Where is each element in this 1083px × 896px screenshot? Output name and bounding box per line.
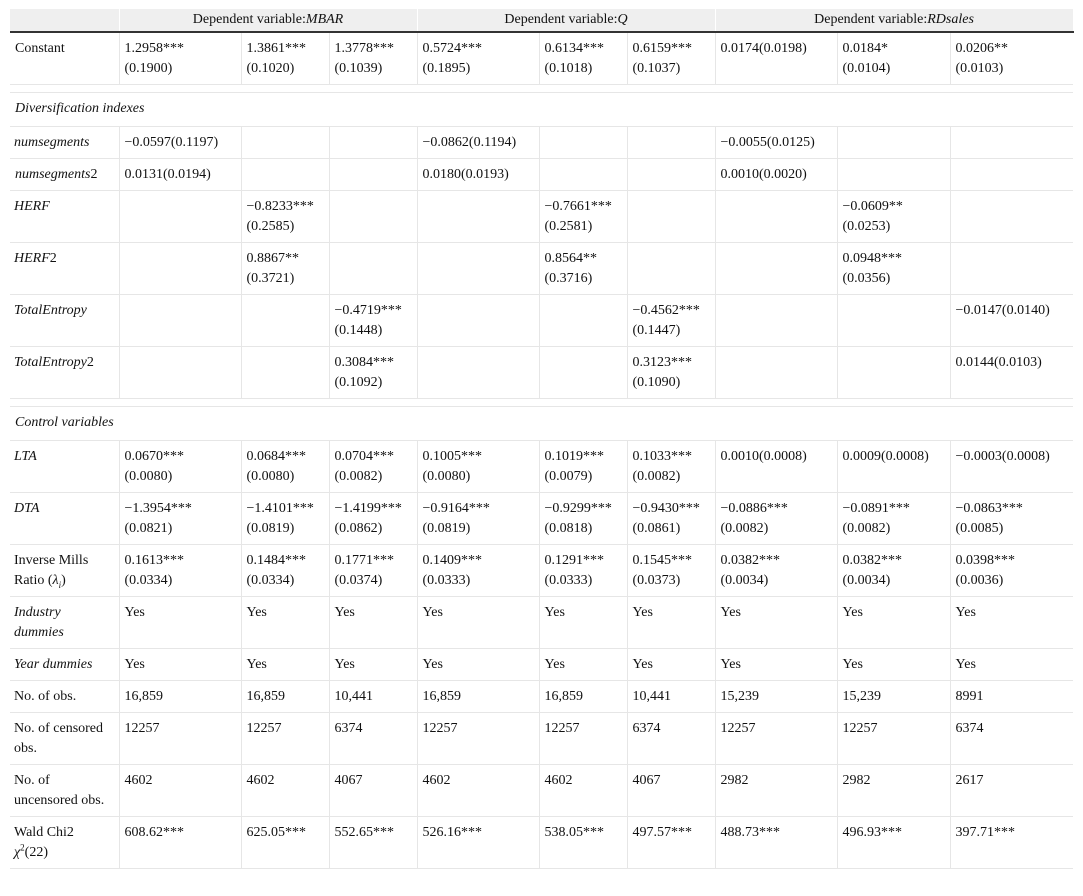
table-cell: 12257 — [119, 713, 241, 765]
table-cell: 0.0398*** (0.0036) — [950, 545, 1073, 597]
table-cell — [715, 191, 837, 243]
table-cell: 0.0174(0.0198) — [715, 32, 837, 85]
table-cell: 1.3861*** (0.1020) — [241, 32, 329, 85]
row-label: LTA — [10, 441, 119, 493]
table-cell: 12257 — [417, 713, 539, 765]
table-cell: 0.0382*** (0.0034) — [715, 545, 837, 597]
header-blank — [10, 9, 119, 32]
row-label-part: TotalEntropy — [14, 355, 87, 370]
table-cell — [539, 159, 627, 191]
table-cell: −0.4719*** (0.1448) — [329, 295, 417, 347]
table-cell: 0.0144(0.0103) — [950, 347, 1073, 399]
table-cell: 10,441 — [627, 681, 715, 713]
header-label: Dependent variable: — [192, 12, 306, 27]
table-cell: −0.0147(0.0140) — [950, 295, 1073, 347]
row-label — [10, 159, 119, 191]
table-cell: 0.0206** (0.0103) — [950, 32, 1073, 85]
table-cell: 0.0010(0.0008) — [715, 441, 837, 493]
table-cell: Yes — [241, 649, 329, 681]
table-cell: −0.0597(0.1197) — [119, 127, 241, 159]
row-label: numsegments — [10, 127, 119, 159]
table-cell: 1.3778*** (0.1039) — [329, 32, 417, 85]
table-cell: 0.1771*** (0.0374) — [329, 545, 417, 597]
table-cell — [837, 347, 950, 399]
row-label: TotalEntropy — [10, 295, 119, 347]
header-var: MBAR — [305, 12, 344, 27]
table-cell — [417, 295, 539, 347]
row-num-obs — [10, 681, 1073, 713]
table-cell: Yes — [950, 649, 1073, 681]
table-cell: 10,441 — [329, 681, 417, 713]
table-cell: 397.71*** — [950, 817, 1073, 869]
table-cell: Yes — [417, 649, 539, 681]
row-label — [10, 347, 119, 399]
table-cell: 2617 — [950, 765, 1073, 817]
table-cell: 12257 — [837, 713, 950, 765]
row-numsegments2 — [10, 159, 1073, 191]
table-cell: 0.1613*** (0.0334) — [119, 545, 241, 597]
header-row — [10, 9, 1073, 32]
table-cell — [539, 127, 627, 159]
table-cell: 0.0670*** (0.0080) — [119, 441, 241, 493]
table-cell: 8991 — [950, 681, 1073, 713]
row-label: Constant — [10, 32, 119, 85]
row-herf — [10, 191, 1073, 243]
table-cell: 0.1019*** (0.0079) — [539, 441, 627, 493]
table-cell: 0.0184* (0.0104) — [837, 32, 950, 85]
row-label: No. of uncensored obs. — [10, 765, 119, 817]
table-cell — [627, 159, 715, 191]
table-cell: Yes — [950, 597, 1073, 649]
spacer-row — [10, 85, 1073, 93]
table-cell: 497.57*** — [627, 817, 715, 869]
table-cell: 15,239 — [715, 681, 837, 713]
table-cell: Yes — [715, 649, 837, 681]
table-cell: −0.0886*** (0.0082) — [715, 493, 837, 545]
row-constant — [10, 32, 1073, 85]
table-cell: 0.3123*** (0.1090) — [627, 347, 715, 399]
table-cell: −0.9164*** (0.0819) — [417, 493, 539, 545]
table-cell: Yes — [539, 597, 627, 649]
table-cell — [241, 347, 329, 399]
table-cell — [715, 295, 837, 347]
table-cell — [119, 191, 241, 243]
table-cell — [241, 127, 329, 159]
table-cell — [329, 191, 417, 243]
table-cell — [539, 295, 627, 347]
table-cell: Yes — [837, 597, 950, 649]
row-label: No. of censored obs. — [10, 713, 119, 765]
header-label: Dependent variable: — [814, 12, 928, 27]
table-cell: −0.0891*** (0.0082) — [837, 493, 950, 545]
table-cell: 12257 — [539, 713, 627, 765]
table-cell: Yes — [241, 597, 329, 649]
row-label — [10, 545, 119, 597]
table-cell: 0.0704*** (0.0082) — [329, 441, 417, 493]
table-cell — [241, 295, 329, 347]
table-cell: −0.0863*** (0.0085) — [950, 493, 1073, 545]
table-cell: 0.0684*** (0.0080) — [241, 441, 329, 493]
row-numsegments — [10, 127, 1073, 159]
table-cell: 4602 — [119, 765, 241, 817]
table-cell — [329, 159, 417, 191]
table-cell: −0.8233*** (0.2585) — [241, 191, 329, 243]
row-label: DTA — [10, 493, 119, 545]
table-cell: 0.1005*** (0.0080) — [417, 441, 539, 493]
table-cell — [119, 347, 241, 399]
table-cell: 12257 — [241, 713, 329, 765]
table-cell: 6374 — [627, 713, 715, 765]
row-label-part: (22) — [24, 845, 48, 860]
table-cell — [119, 295, 241, 347]
table-cell: Yes — [837, 649, 950, 681]
table-cell: 1.2958*** (0.1900) — [119, 32, 241, 85]
row-label-part: numsegments — [15, 167, 91, 182]
table-cell — [539, 347, 627, 399]
table-cell: 488.73*** — [715, 817, 837, 869]
table-cell: 2982 — [837, 765, 950, 817]
table-cell: −0.0055(0.0125) — [715, 127, 837, 159]
table-cell — [837, 159, 950, 191]
table-cell: 0.8867** (0.3721) — [241, 243, 329, 295]
table-cell — [950, 191, 1073, 243]
row-label — [10, 817, 119, 869]
table-cell: 0.6134*** (0.1018) — [539, 32, 627, 85]
table-cell: 0.0010(0.0020) — [715, 159, 837, 191]
table-cell: 0.0009(0.0008) — [837, 441, 950, 493]
spacer-cell — [10, 85, 1073, 93]
table-cell: −1.4101*** (0.0819) — [241, 493, 329, 545]
table-cell: −0.0862(0.1194) — [417, 127, 539, 159]
row-censored-obs — [10, 713, 1073, 765]
row-inverse-mills — [10, 545, 1073, 597]
section-control — [10, 407, 1073, 441]
regression-table-container — [10, 9, 1073, 869]
table-cell — [627, 243, 715, 295]
table-cell: 0.1484*** (0.0334) — [241, 545, 329, 597]
table-cell: 0.1545*** (0.0373) — [627, 545, 715, 597]
row-total-entropy2 — [10, 347, 1073, 399]
row-label-sup: 2 — [20, 842, 25, 853]
table-cell — [627, 191, 715, 243]
table-cell: Yes — [417, 597, 539, 649]
table-cell — [241, 159, 329, 191]
table-cell: −1.4199*** (0.0862) — [329, 493, 417, 545]
table-cell: 538.05*** — [539, 817, 627, 869]
table-cell: 6374 — [950, 713, 1073, 765]
header-var: Q — [617, 12, 628, 27]
regression-table — [10, 9, 1074, 869]
table-cell: 0.0948*** (0.0356) — [837, 243, 950, 295]
table-cell: Yes — [715, 597, 837, 649]
table-cell: 16,859 — [539, 681, 627, 713]
row-label — [10, 243, 119, 295]
table-cell: 0.0131(0.0194) — [119, 159, 241, 191]
table-cell: −0.9299*** (0.0818) — [539, 493, 627, 545]
table-cell — [950, 243, 1073, 295]
table-cell — [417, 347, 539, 399]
table-cell: 496.93*** — [837, 817, 950, 869]
table-cell: 0.3084*** (0.1092) — [329, 347, 417, 399]
row-label-sub: i — [58, 579, 62, 590]
table-cell: Yes — [627, 597, 715, 649]
table-cell — [837, 295, 950, 347]
table-cell: 526.16*** — [417, 817, 539, 869]
table-cell — [119, 243, 241, 295]
header-group-q — [417, 9, 715, 32]
table-cell: 16,859 — [119, 681, 241, 713]
row-label-part: ) — [61, 573, 66, 588]
table-cell: 0.6159*** (0.1037) — [627, 32, 715, 85]
table-cell: 4602 — [417, 765, 539, 817]
table-cell: −0.0609** (0.0253) — [837, 191, 950, 243]
row-label-part: HERF — [14, 251, 50, 266]
row-total-entropy — [10, 295, 1073, 347]
spacer-cell — [10, 399, 1073, 407]
row-label-part: Wald Chi2 — [14, 825, 74, 840]
row-label-part: Inverse Mills Ratio ( — [14, 553, 89, 588]
table-cell: 552.65*** — [329, 817, 417, 869]
row-label: Year dummies — [10, 649, 119, 681]
table-cell — [329, 243, 417, 295]
table-cell: 4602 — [241, 765, 329, 817]
table-cell — [715, 243, 837, 295]
table-cell — [950, 159, 1073, 191]
row-uncensored-obs — [10, 765, 1073, 817]
row-herf2 — [10, 243, 1073, 295]
table-cell: 2982 — [715, 765, 837, 817]
table-cell: 4067 — [329, 765, 417, 817]
table-cell: −0.7661*** (0.2581) — [539, 191, 627, 243]
row-label-part: 2 — [90, 167, 98, 182]
lambda-symbol: λ — [52, 573, 59, 588]
table-cell: 15,239 — [837, 681, 950, 713]
table-cell: −1.3954*** (0.0821) — [119, 493, 241, 545]
table-cell: 0.1291*** (0.0333) — [539, 545, 627, 597]
row-label: HERF — [10, 191, 119, 243]
row-label: Industry dummies — [10, 597, 119, 649]
table-cell: 0.8564** (0.3716) — [539, 243, 627, 295]
chi-symbol: χ — [14, 845, 21, 860]
table-cell: 4602 — [539, 765, 627, 817]
row-label-part: 2 — [86, 355, 94, 370]
table-cell: 6374 — [329, 713, 417, 765]
table-cell: Yes — [627, 649, 715, 681]
table-cell: 608.62*** — [119, 817, 241, 869]
table-cell: Yes — [119, 597, 241, 649]
header-label: Dependent variable: — [504, 12, 618, 27]
table-cell: 0.1033*** (0.0082) — [627, 441, 715, 493]
section-diversification — [10, 93, 1073, 127]
spacer-row — [10, 399, 1073, 407]
header-var: RDsales — [927, 12, 974, 27]
section-label: Diversification indexes — [10, 93, 1073, 127]
table-cell — [950, 127, 1073, 159]
row-dta — [10, 493, 1073, 545]
table-cell: Yes — [329, 597, 417, 649]
table-cell — [715, 347, 837, 399]
table-cell — [627, 127, 715, 159]
table-cell: −0.4562*** (0.1447) — [627, 295, 715, 347]
table-cell: 4067 — [627, 765, 715, 817]
table-cell — [837, 127, 950, 159]
table-cell: −0.0003(0.0008) — [950, 441, 1073, 493]
table-cell: 16,859 — [241, 681, 329, 713]
table-cell: 625.05*** — [241, 817, 329, 869]
row-wald-chi2 — [10, 817, 1073, 869]
table-cell: 0.0382*** (0.0034) — [837, 545, 950, 597]
table-cell — [417, 243, 539, 295]
table-cell: 0.5724*** (0.1895) — [417, 32, 539, 85]
table-cell: 12257 — [715, 713, 837, 765]
header-group-rdsales — [715, 9, 1073, 32]
row-lta — [10, 441, 1073, 493]
table-cell: Yes — [329, 649, 417, 681]
table-cell: 16,859 — [417, 681, 539, 713]
row-year-dummies — [10, 649, 1073, 681]
row-label: No. of obs. — [10, 681, 119, 713]
table-cell: 0.1409*** (0.0333) — [417, 545, 539, 597]
table-cell: 0.0180(0.0193) — [417, 159, 539, 191]
row-label-part: 2 — [49, 251, 57, 266]
header-group-mbar — [119, 9, 417, 32]
section-label: Control variables — [10, 407, 1073, 441]
row-industry-dummies — [10, 597, 1073, 649]
table-cell — [329, 127, 417, 159]
table-cell: Yes — [119, 649, 241, 681]
table-cell — [417, 191, 539, 243]
table-cell: −0.9430*** (0.0861) — [627, 493, 715, 545]
table-cell: Yes — [539, 649, 627, 681]
